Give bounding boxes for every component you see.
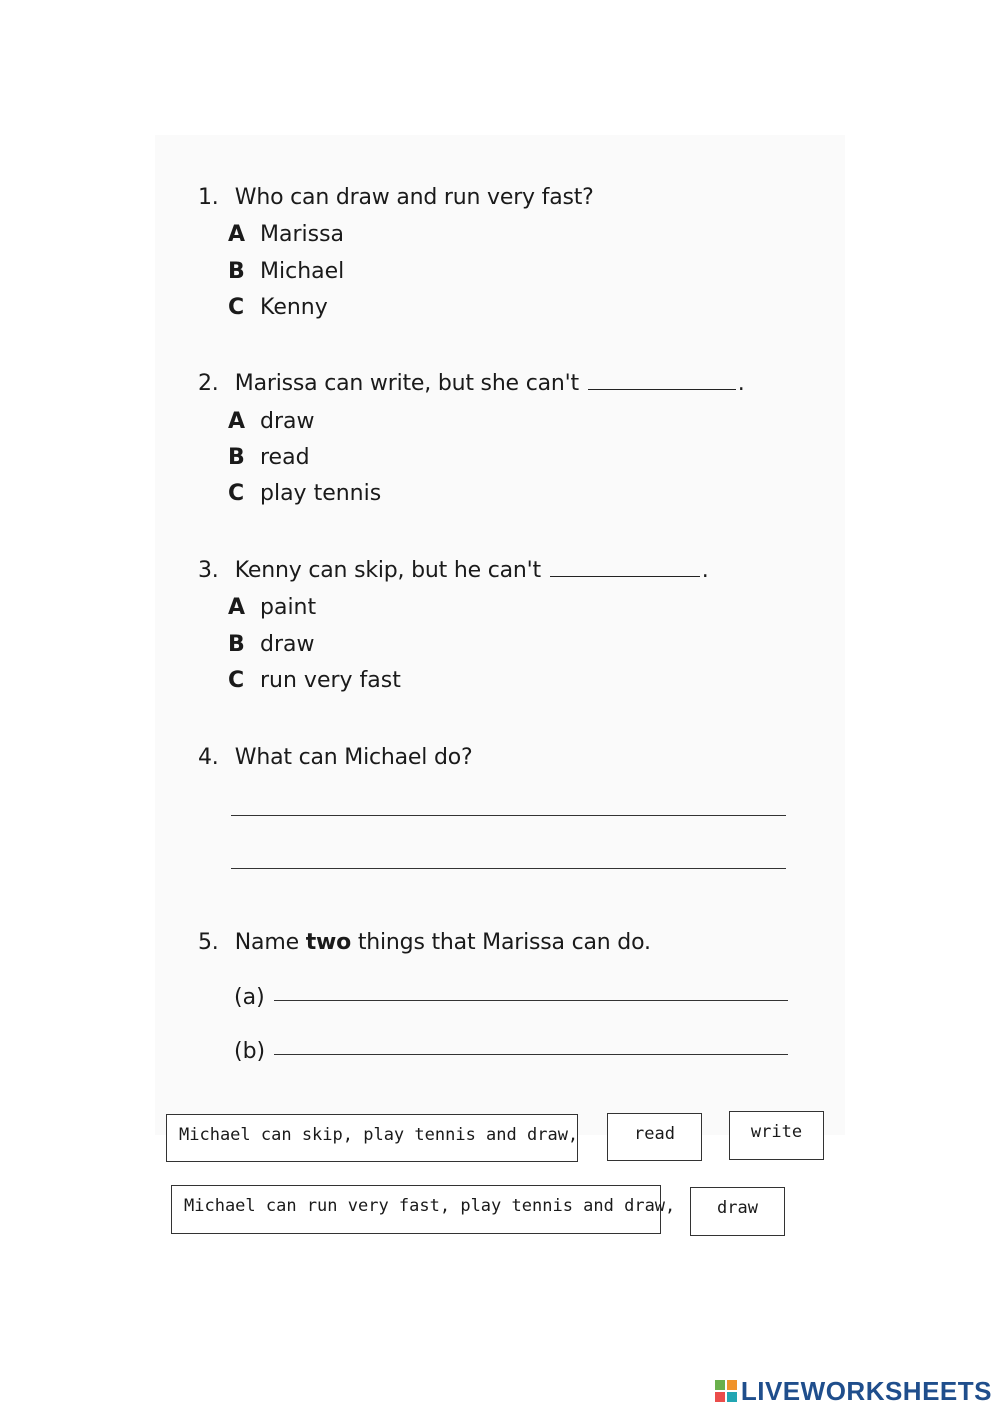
subpart-b-label: (b) (234, 1039, 266, 1064)
answer-box-draw[interactable]: draw (690, 1187, 785, 1236)
logo-square-green (715, 1380, 725, 1390)
question-number: 5. (198, 930, 219, 955)
question-text: Marissa can write, but she can't (234, 371, 579, 396)
question-text: Kenny can skip, but he can't (234, 558, 541, 583)
answer-line-5a[interactable] (274, 1000, 788, 1001)
option-1a: A Marissa (228, 222, 345, 247)
question-3: 3. Kenny can skip, but he can't . (198, 558, 709, 583)
question-number: 4. (198, 745, 219, 770)
logo-square-cyan (727, 1392, 737, 1402)
answer-line-4-2[interactable] (231, 868, 786, 869)
answer-box-skip-tennis-draw[interactable]: Michael can skip, play tennis and draw, (166, 1114, 578, 1162)
logo-icon (715, 1380, 737, 1402)
question-number: 2. (198, 371, 219, 396)
option-1c: C Kenny (228, 295, 328, 320)
question-5 (198, 930, 651, 955)
question-number: 1. (198, 185, 219, 210)
answer-line-5b[interactable] (274, 1054, 788, 1055)
logo-text: LIVEWORKSHEETS (740, 1375, 992, 1406)
answer-blank[interactable] (588, 389, 736, 390)
subpart-a-label: (a) (234, 985, 265, 1010)
question-text-before: Name (234, 930, 306, 955)
logo-square-red (715, 1392, 725, 1402)
question-4 (198, 745, 472, 770)
answer-box-write[interactable]: write (729, 1111, 824, 1160)
question-text: What can Michael do? (234, 745, 473, 770)
question-text: Who can draw and run very fast? (234, 185, 594, 210)
question-1 (198, 185, 594, 210)
option-3a: A paint (228, 595, 317, 620)
answer-line-4-1[interactable] (231, 815, 786, 816)
liveworksheets-logo (715, 1375, 992, 1407)
answer-blank[interactable] (550, 576, 700, 577)
option-3b: B draw (228, 632, 315, 657)
answer-box-read[interactable]: read (607, 1113, 702, 1161)
option-2c: C play tennis (228, 481, 382, 506)
question-number: 3. (198, 558, 219, 583)
option-1b: B Michael (228, 259, 345, 284)
answer-box-run-tennis-draw[interactable]: Michael can run very fast, play tennis and draw, (171, 1185, 661, 1234)
option-2a: A draw (228, 409, 315, 434)
question-text-after: things that Marissa can do. (351, 930, 651, 955)
question-text-bold: two (305, 930, 352, 955)
question-2: 2. Marissa can write, but she can't . (198, 371, 745, 396)
option-3c: C run very fast (228, 668, 401, 693)
option-2b: B read (228, 445, 310, 470)
logo-square-orange (727, 1380, 737, 1390)
